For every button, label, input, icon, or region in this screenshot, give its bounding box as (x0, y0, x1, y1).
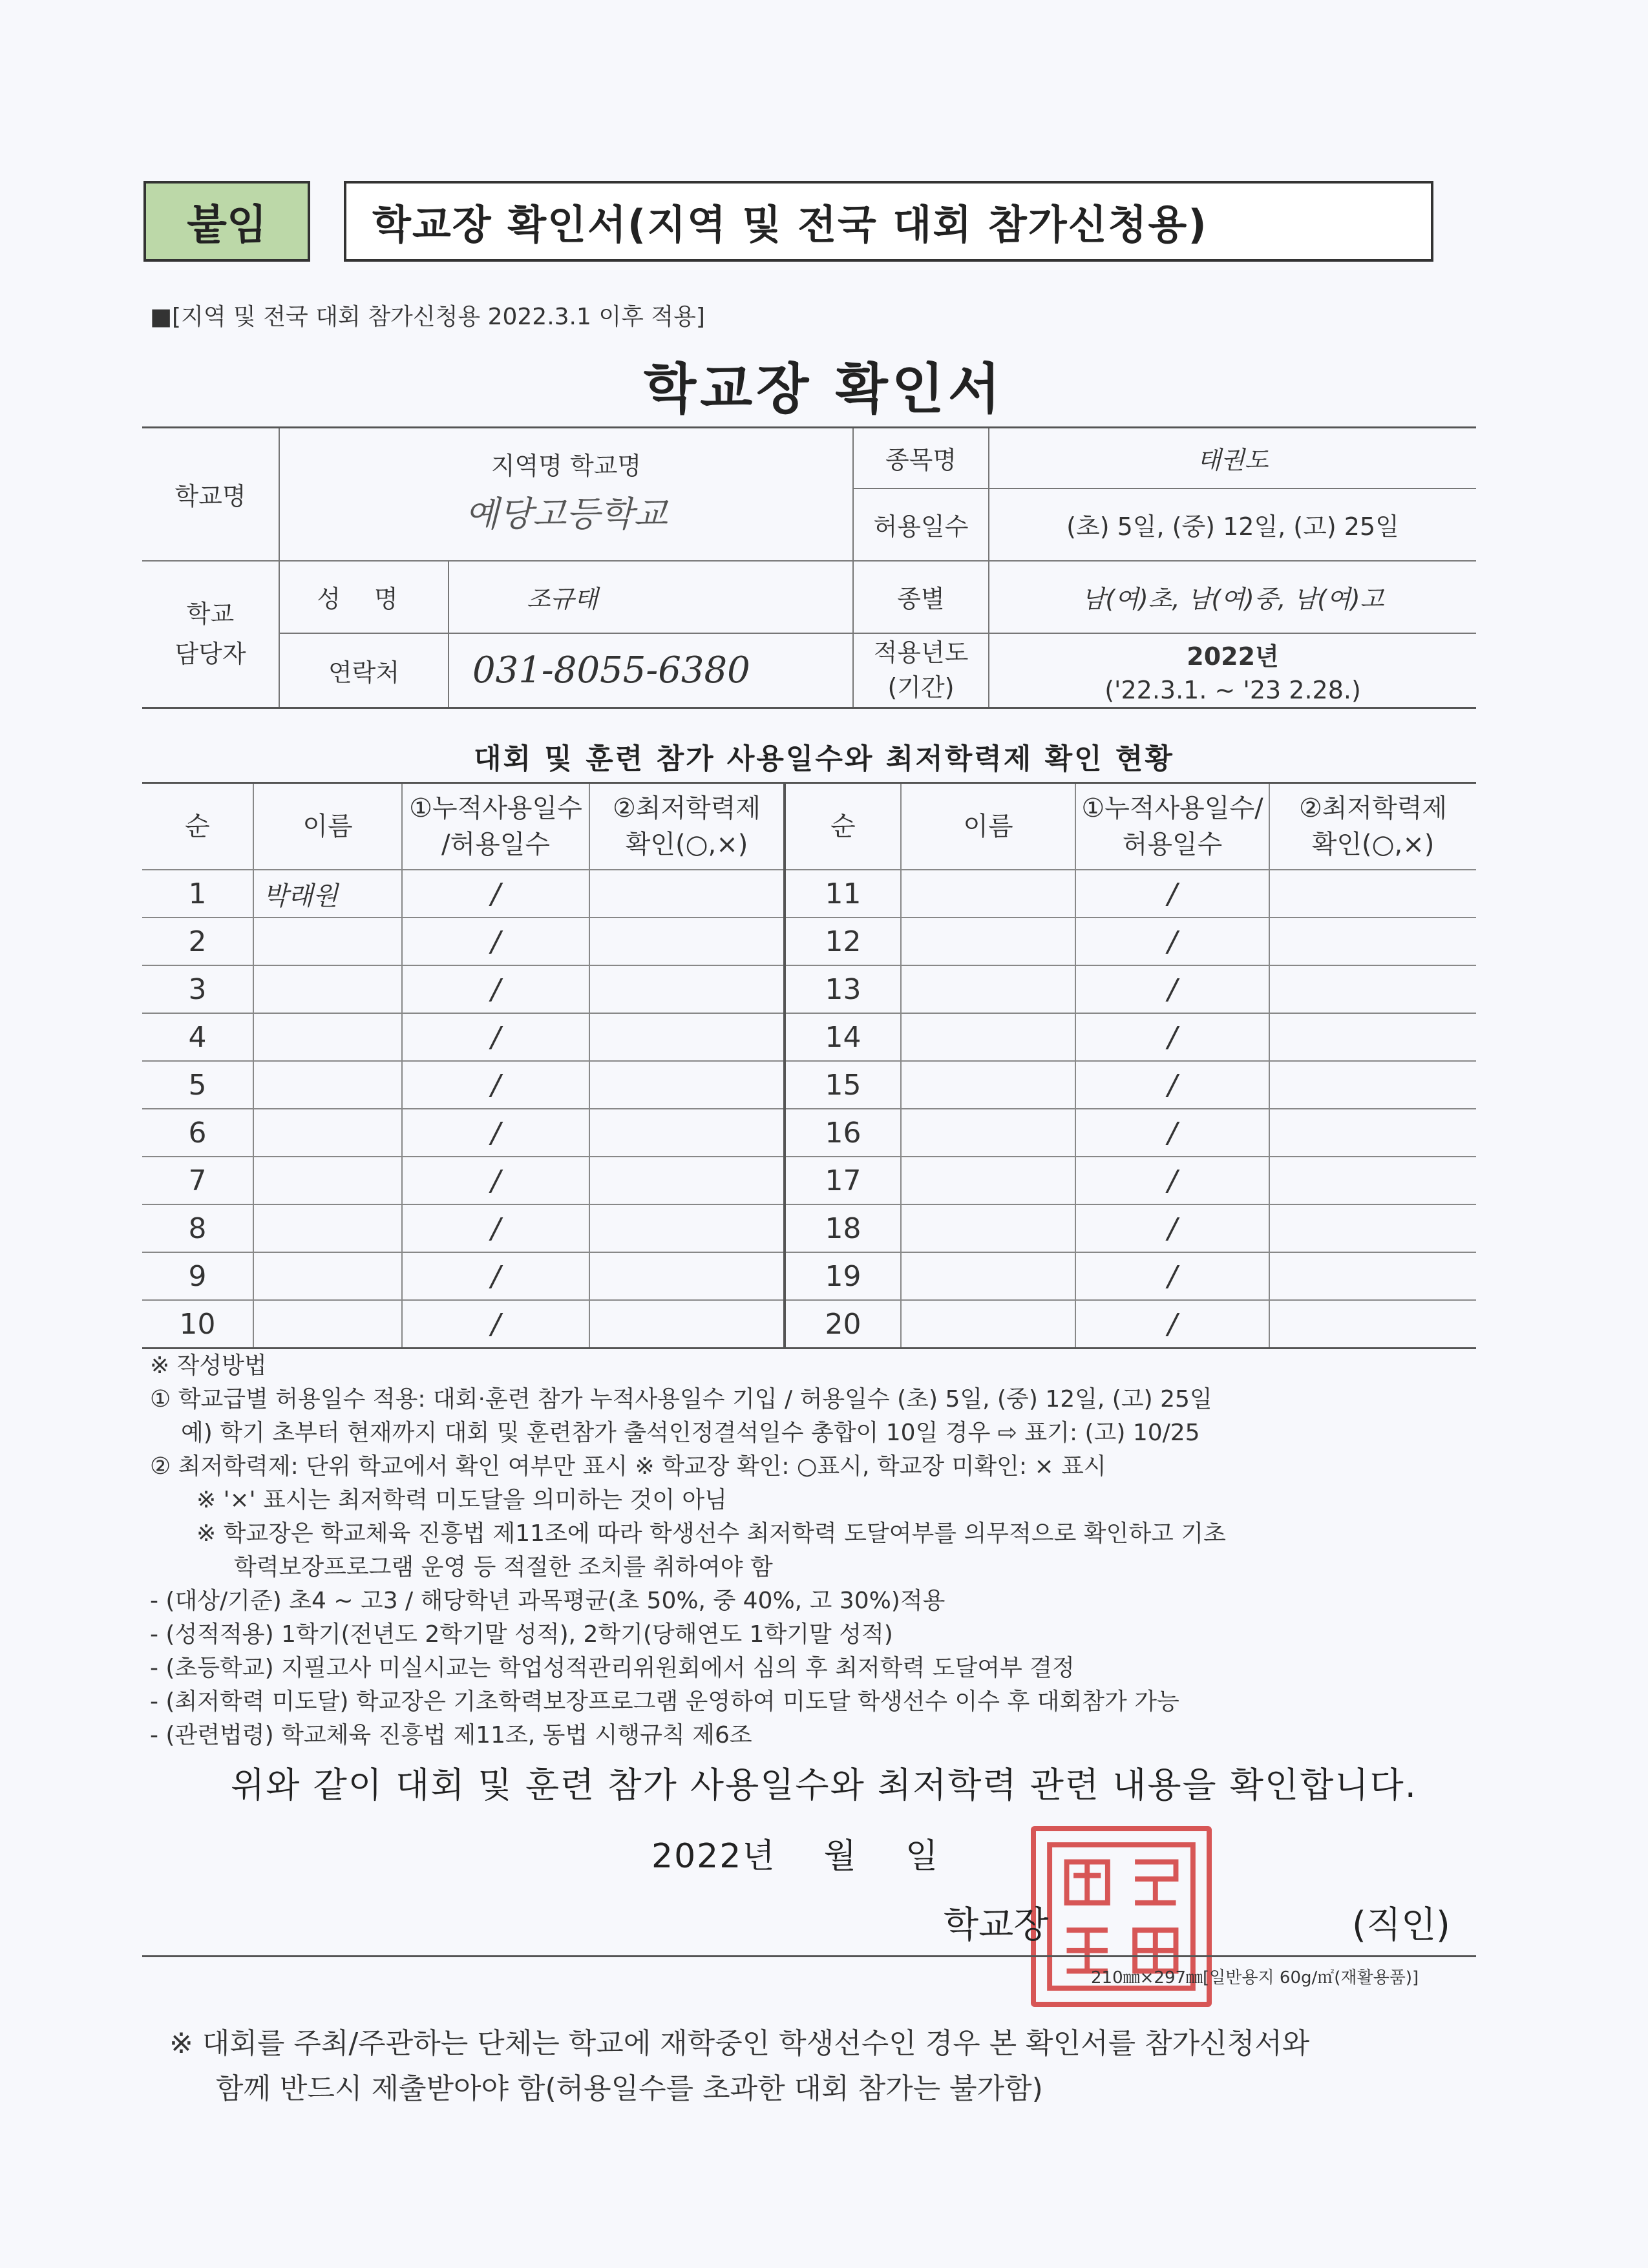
footnote-line-1: ※ 대회를 주최/주관하는 단체는 학교에 재학중인 학생선수인 경우 본 확인서를 참가신청서와 (169, 2027, 1310, 2060)
days-cell: / (1075, 870, 1269, 918)
student-name: 박래원 (253, 870, 402, 918)
school-name-cell (279, 428, 853, 561)
principal-label: 학교장 (944, 1904, 1049, 1946)
row-number: 7 (142, 1157, 253, 1204)
check-cell (589, 1157, 785, 1204)
table-row (142, 1252, 1476, 1300)
row-number: 2 (142, 918, 253, 965)
detail-3: - (초등학교) 지필고사 미실시교는 학업성적관리위원회에서 심의 후 최저학력 도달여부 결정 (150, 1655, 1075, 1681)
days-cell: / (1075, 1013, 1269, 1061)
student-name (253, 1109, 402, 1157)
days-cell: / (402, 1252, 589, 1300)
row-number: 1 (142, 870, 253, 918)
col-check-right: ②최저학력제 확인(○,×) (1269, 783, 1476, 870)
school-info-table (142, 426, 1476, 709)
school-name-value: 예당고등학교 (465, 493, 668, 534)
col-days-right: ①누적사용일수/ 허용일수 (1075, 783, 1269, 870)
student-name (901, 965, 1075, 1013)
check-cell (1269, 1204, 1476, 1252)
student-name (901, 1109, 1075, 1157)
days-cell: / (402, 870, 589, 918)
days-cell: / (1075, 1204, 1269, 1252)
days-cell: / (402, 1157, 589, 1204)
check-cell (1269, 870, 1476, 918)
table-row (142, 1013, 1476, 1061)
student-name (901, 1013, 1075, 1061)
student-name (253, 1013, 402, 1061)
allowed-days-value: (초) 5일, (중) 12일, (고) 25일 (989, 488, 1476, 561)
instructions-section (150, 1349, 1494, 1752)
note-2-b: ※ 학교장은 학교체육 진흥법 제11조에 따라 학생선수 최저학력 도달여부를 의무적으로 확인하고 기초 (196, 1520, 1226, 1547)
days-cell: / (402, 1109, 589, 1157)
gender-value: 남(여)초, 남(여)중, 남(여)고 (989, 561, 1476, 633)
paper-spec: 210㎜×297㎜[일반용지 60g/㎡(재활용품)] (1091, 1968, 1419, 1988)
event-label: 종목명 (853, 428, 989, 488)
student-name (253, 918, 402, 965)
school-label: 학교명 (142, 428, 279, 561)
row-number: 14 (785, 1013, 901, 1061)
table-row (142, 965, 1476, 1013)
attachment-tag: 붙임 (143, 181, 310, 262)
phone-label: 연락처 (279, 633, 449, 708)
check-cell (1269, 1013, 1476, 1061)
check-cell (1269, 1252, 1476, 1300)
col-name-right: 이름 (901, 783, 1075, 870)
row-number: 10 (142, 1300, 253, 1349)
days-cell: / (1075, 1252, 1269, 1300)
event-value: 태권도 (989, 428, 1476, 488)
footnote-line-2: 함께 반드시 제출받아야 함(허용일수를 초과한 대회 참가는 불가함) (216, 2072, 1043, 2105)
row-number: 5 (142, 1061, 253, 1109)
school-sub-label: 지역명 학교명 (491, 451, 642, 480)
roster-table (142, 782, 1476, 1349)
row-number: 19 (785, 1252, 901, 1300)
days-cell: / (402, 918, 589, 965)
check-cell (589, 870, 785, 918)
year-label: 적용년도 (기간) (853, 633, 989, 708)
note-2: ② 최저학력제: 단위 학교에서 확인 여부만 표시 ※ 학교장 확인: ○표시, 학교장 미확인: × 표시 (150, 1453, 1106, 1480)
year-value: 2022년 (1187, 642, 1279, 671)
application-note: ■[지역 및 전국 대회 참가신청용 2022.3.1 이후 적용] (150, 304, 705, 330)
check-cell (589, 1252, 785, 1300)
row-number: 12 (785, 918, 901, 965)
divider-line (142, 1955, 1476, 1957)
gender-label: 종별 (853, 561, 989, 633)
detail-1: - (대상/기준) 초4 ~ 고3 / 해당학년 과목평균(초 50%, 중 40%, 고 30%)적용 (150, 1588, 945, 1614)
detail-2: - (성적적용) 1학기(전년도 2학기말 성적), 2학기(당해연도 1학기말 성적) (150, 1621, 893, 1648)
name-label: 성 명 (279, 561, 449, 633)
note-2-b-cont: 학력보장프로그램 운영 등 적절한 조치를 취하여야 함 (234, 1554, 773, 1580)
contact-person-label: 학교 담당자 (142, 561, 279, 708)
phone-value: 031-8055-6380 (449, 633, 853, 708)
name-value: 조규태 (449, 561, 853, 633)
days-cell: / (1075, 918, 1269, 965)
signature-date: 2022년 월 일 (651, 1837, 940, 1876)
confirmation-statement: 위와 같이 대회 및 훈련 참가 사용일수와 최저학력 관련 내용을 확인합니다. (231, 1765, 1417, 1805)
footnote (169, 2021, 1309, 2112)
check-cell (589, 1204, 785, 1252)
detail-4: - (최저학력 미도달) 학교장은 기초학력보장프로그램 운영하여 미도달 학생선수 이수 후 대회참가 가능 (150, 1688, 1179, 1715)
period-value: ('22.3.1. ~ '23 2.28.) (1104, 675, 1361, 704)
days-cell: / (1075, 965, 1269, 1013)
student-name (253, 1252, 402, 1300)
table-row (142, 918, 1476, 965)
document-header-title: 학교장 확인서(지역 및 전국 대회 참가신청용) (344, 181, 1433, 262)
check-cell (589, 1013, 785, 1061)
row-number: 8 (142, 1204, 253, 1252)
days-cell: / (1075, 1061, 1269, 1109)
student-name (901, 870, 1075, 918)
allowed-days-label: 허용일수 (853, 488, 989, 561)
days-cell: / (1075, 1157, 1269, 1204)
check-cell (589, 1061, 785, 1109)
row-number: 9 (142, 1252, 253, 1300)
student-name (901, 918, 1075, 965)
roster-section-title: 대회 및 훈련 참가 사용일수와 최저학력제 확인 현황 (474, 742, 1174, 775)
col-check-left: ②최저학력제 확인(○,×) (589, 783, 785, 870)
student-name (253, 965, 402, 1013)
note-1: ① 학교급별 허용일수 적용: 대회·훈련 참가 누적사용일수 기입 / 허용일수 (초) 5일, (중) 12일, (고) 25일 (150, 1386, 1212, 1412)
check-cell (1269, 918, 1476, 965)
check-cell (1269, 1061, 1476, 1109)
days-cell: / (402, 1061, 589, 1109)
table-row (142, 1300, 1476, 1349)
student-name (253, 1300, 402, 1349)
page-title: 학교장 확인서 (643, 357, 1005, 421)
days-cell: / (402, 1013, 589, 1061)
check-cell (1269, 1157, 1476, 1204)
check-cell (1269, 965, 1476, 1013)
table-row (142, 1204, 1476, 1252)
check-cell (1269, 1109, 1476, 1157)
col-name-left: 이름 (253, 783, 402, 870)
student-name (253, 1061, 402, 1109)
student-name (901, 1300, 1075, 1349)
col-days-left: ①누적사용일수 /허용일수 (402, 783, 589, 870)
row-number: 13 (785, 965, 901, 1013)
col-no-left: 순 (142, 783, 253, 870)
student-name (253, 1157, 402, 1204)
student-name (253, 1204, 402, 1252)
days-cell: / (1075, 1109, 1269, 1157)
col-no-right: 순 (785, 783, 901, 870)
table-row (142, 1157, 1476, 1204)
row-number: 15 (785, 1061, 901, 1109)
days-cell: / (402, 965, 589, 1013)
days-cell: / (402, 1204, 589, 1252)
note-2-a: ※ '×' 표시는 최저학력 미도달을 의미하는 것이 아님 (196, 1487, 727, 1513)
detail-5: - (관련법령) 학교체육 진흥법 제11조, 동법 시행규칙 제6조 (150, 1722, 752, 1748)
check-cell (589, 965, 785, 1013)
note-1-example: 예) 학기 초부터 현재까지 대회 및 훈련참가 출석인정결석일수 총합이 10일 경우 ⇨ 표기: (고) 10/25 (181, 1420, 1200, 1446)
student-name (901, 1252, 1075, 1300)
check-cell (589, 1109, 785, 1157)
check-cell (589, 918, 785, 965)
days-cell: / (402, 1300, 589, 1349)
student-name (901, 1204, 1075, 1252)
student-name (901, 1157, 1075, 1204)
student-name (901, 1061, 1075, 1109)
table-row (142, 1061, 1476, 1109)
row-number: 16 (785, 1109, 901, 1157)
row-number: 11 (785, 870, 901, 918)
row-number: 4 (142, 1013, 253, 1061)
row-number: 20 (785, 1300, 901, 1349)
instructions-heading: ※ 작성방법 (150, 1352, 267, 1379)
row-number: 3 (142, 965, 253, 1013)
table-row (142, 1109, 1476, 1157)
table-row (142, 870, 1476, 918)
check-cell (1269, 1300, 1476, 1349)
row-number: 17 (785, 1157, 901, 1204)
year-cell (989, 633, 1476, 708)
row-number: 6 (142, 1109, 253, 1157)
check-cell (589, 1300, 785, 1349)
seal-label: (직인) (1352, 1904, 1450, 1946)
days-cell: / (1075, 1300, 1269, 1349)
row-number: 18 (785, 1204, 901, 1252)
